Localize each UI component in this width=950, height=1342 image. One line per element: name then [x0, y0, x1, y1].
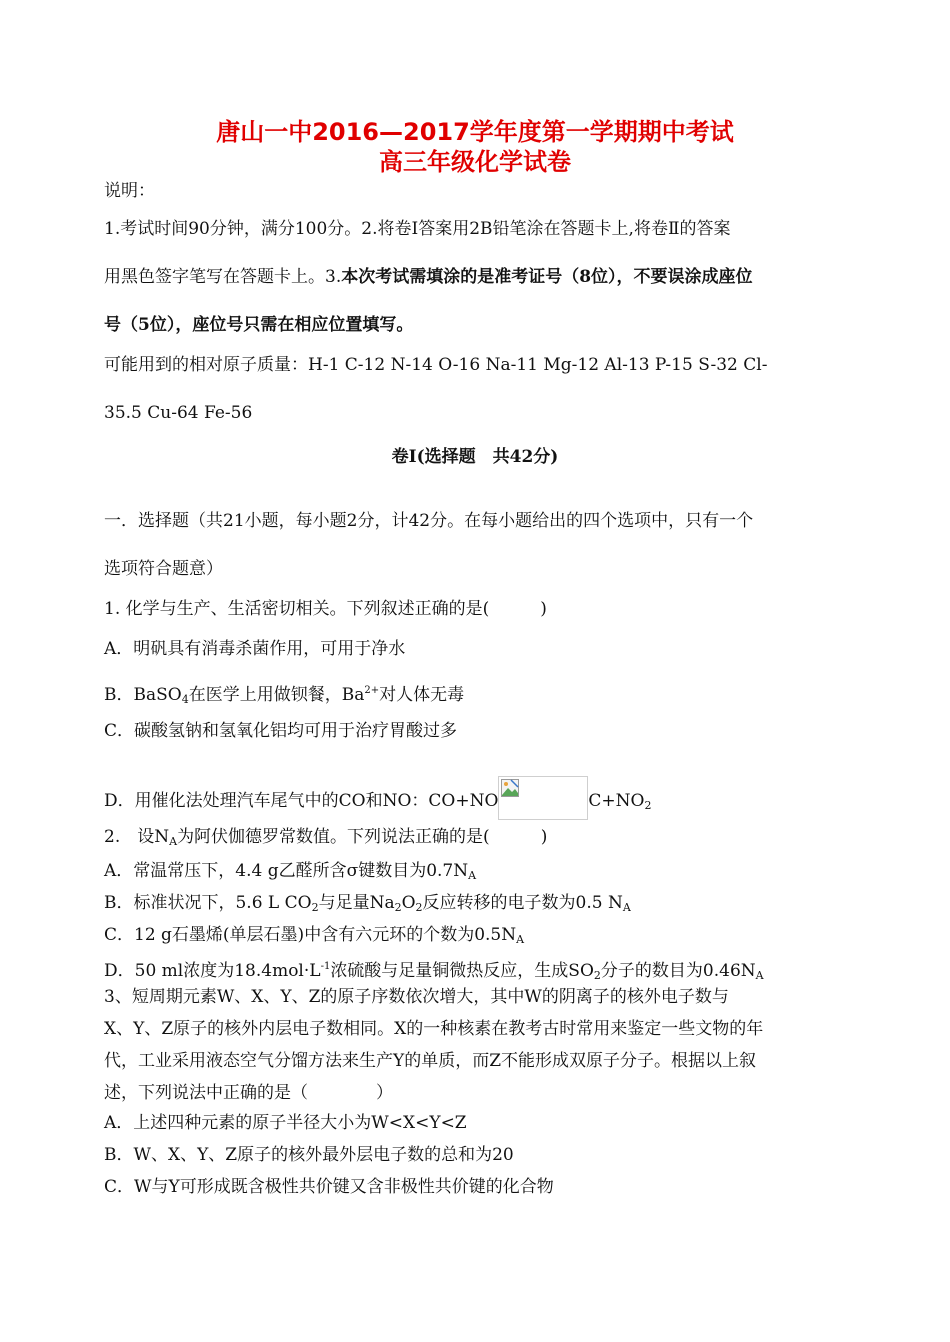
instructions-line2-bold: 本次考试需填涂的是准考证号（8位），不要误涂成座位	[341, 267, 753, 287]
atomic-mass-line2: 35.5 Cu-64 Fe-56	[104, 403, 253, 423]
q2-option-d	[104, 956, 764, 987]
q2-d-sub2: A	[755, 969, 764, 982]
q2-d-sup: -1	[320, 961, 331, 972]
q1-option-c: C．碳酸氢钠和氢氧化铝均可用于治疗胃酸过多	[104, 721, 458, 741]
exam-title-line2: 高三年级化学试卷	[379, 148, 571, 176]
q2-b-pre: B．标准状况下，5.6 L CO	[104, 893, 312, 913]
q2-b-sub4: A	[622, 901, 631, 914]
q2-b-mid2: O	[401, 893, 416, 913]
q2-b-sub2: 2	[394, 901, 402, 914]
q3-line4: 述，下列说法中正确的是（ ）	[104, 1083, 393, 1103]
q1-b-sup: 2+	[364, 685, 380, 696]
instructions-line3	[104, 314, 413, 336]
q2-stem	[104, 826, 547, 853]
q3-option-c: C．W与Y可形成既含极性共价键又含非极性共价键的化合物	[104, 1177, 554, 1197]
q2-b-mid1: 与足量Na	[318, 893, 395, 913]
q2-a-sub: A	[468, 869, 477, 882]
q1-b-post: 对人体无毒	[379, 685, 465, 705]
broken-image-icon	[501, 779, 519, 797]
q3-option-a: A．上述四种元素的原子半径大小为W<X<Y<Z	[104, 1113, 467, 1133]
q3-line2: X、Y、Z原子的核外内层电子数相同。X的一种核素在教考古时常用来鉴定一些文物的年	[104, 1019, 764, 1039]
q2-d-mid: 浓硫酸与足量铜微热反应，生成SO	[330, 961, 594, 981]
q2-stem-post: 为阿伏伽德罗常数值。下列说法正确的是( )	[177, 827, 548, 847]
q2-option-c	[104, 924, 524, 951]
instructions-line1: 1.考试时间90分钟，满分100分。2.将卷Ⅰ答案用2B铅笔涂在答题卡上,将卷Ⅱ的答案	[104, 219, 731, 239]
q1-stem: 1. 化学与生产、生活密切相关。下列叙述正确的是( )	[104, 599, 547, 619]
q1-option-d	[104, 776, 651, 820]
q1-d-post: C+NO	[588, 791, 645, 811]
q2-b-sub1: 2	[311, 901, 319, 914]
exam-title-line1: 唐山一中2016—2017学年度第一学期期中考试	[216, 118, 734, 146]
q2-b-post: 反应转移的电子数为0.5 N	[422, 893, 623, 913]
section-title: 卷Ⅰ(选择题 共42分)	[391, 447, 559, 467]
instructions-line3-bold: 号（5位），座位号只需在相应位置填写。	[104, 315, 414, 335]
q1-d-sub: 2	[644, 799, 652, 812]
part-one-line1: 一．选择题（共21小题，每小题2分，计42分。在每小题给出的四个选项中，只有一个	[104, 511, 754, 531]
q2-option-a	[104, 860, 476, 887]
broken-image-placeholder	[498, 776, 588, 820]
q2-stem-pre: 2. 设N	[104, 827, 170, 847]
part-one-line2: 选项符合题意）	[104, 559, 223, 579]
q1-b-pre: B．BaSO	[104, 685, 182, 705]
q1-b-sub: 4	[181, 693, 189, 706]
q2-option-b	[104, 892, 631, 919]
instructions-line2-normal: 用黑色签字笔写在答题卡上。3.	[104, 267, 342, 287]
q2-c-sub: A	[516, 933, 525, 946]
q2-stem-sub: A	[169, 835, 178, 848]
q2-b-sub3: 2	[415, 901, 423, 914]
instructions-line2	[104, 266, 753, 288]
q2-d-pre: D．50 ml浓度为18.4mol·L	[104, 961, 321, 981]
q2-c-pre: C．12 g石墨烯(单层石墨)中含有六元环的个数为0.5N	[104, 925, 517, 945]
q1-option-a: A．明矾具有消毒杀菌作用，可用于净水	[104, 639, 406, 659]
q1-option-b	[104, 680, 464, 711]
q3-line3: 代，工业采用液态空气分馏方法来生产Y的单质，而Z不能形成双原子分子。根据以上叙	[104, 1051, 757, 1071]
q3-line1: 3、短周期元素W、X、Y、Z的原子序数依次增大，其中W的阴离子的核外电子数与	[104, 987, 729, 1007]
q2-d-sub1: 2	[593, 969, 601, 982]
q3-option-b: B．W、X、Y、Z原子的核外最外层电子数的总和为20	[104, 1145, 514, 1165]
instructions-heading: 说明：	[104, 181, 155, 201]
q2-a-pre: A．常温常压下，4.4 g乙醛所含σ键数目为0.7N	[104, 861, 469, 881]
q1-b-mid: 在医学上用做钡餐，Ba	[188, 685, 365, 705]
q2-d-post: 分子的数目为0.46N	[600, 961, 756, 981]
atomic-mass-line1: 可能用到的相对原子质量：H-1 C-12 N-14 O-16 Na-11 Mg-12 Al-13 P-15 S-32 Cl-	[104, 355, 768, 375]
q1-d-pre: D．用催化法处理汽车尾气中的CO和NO：CO+NO	[104, 791, 499, 811]
